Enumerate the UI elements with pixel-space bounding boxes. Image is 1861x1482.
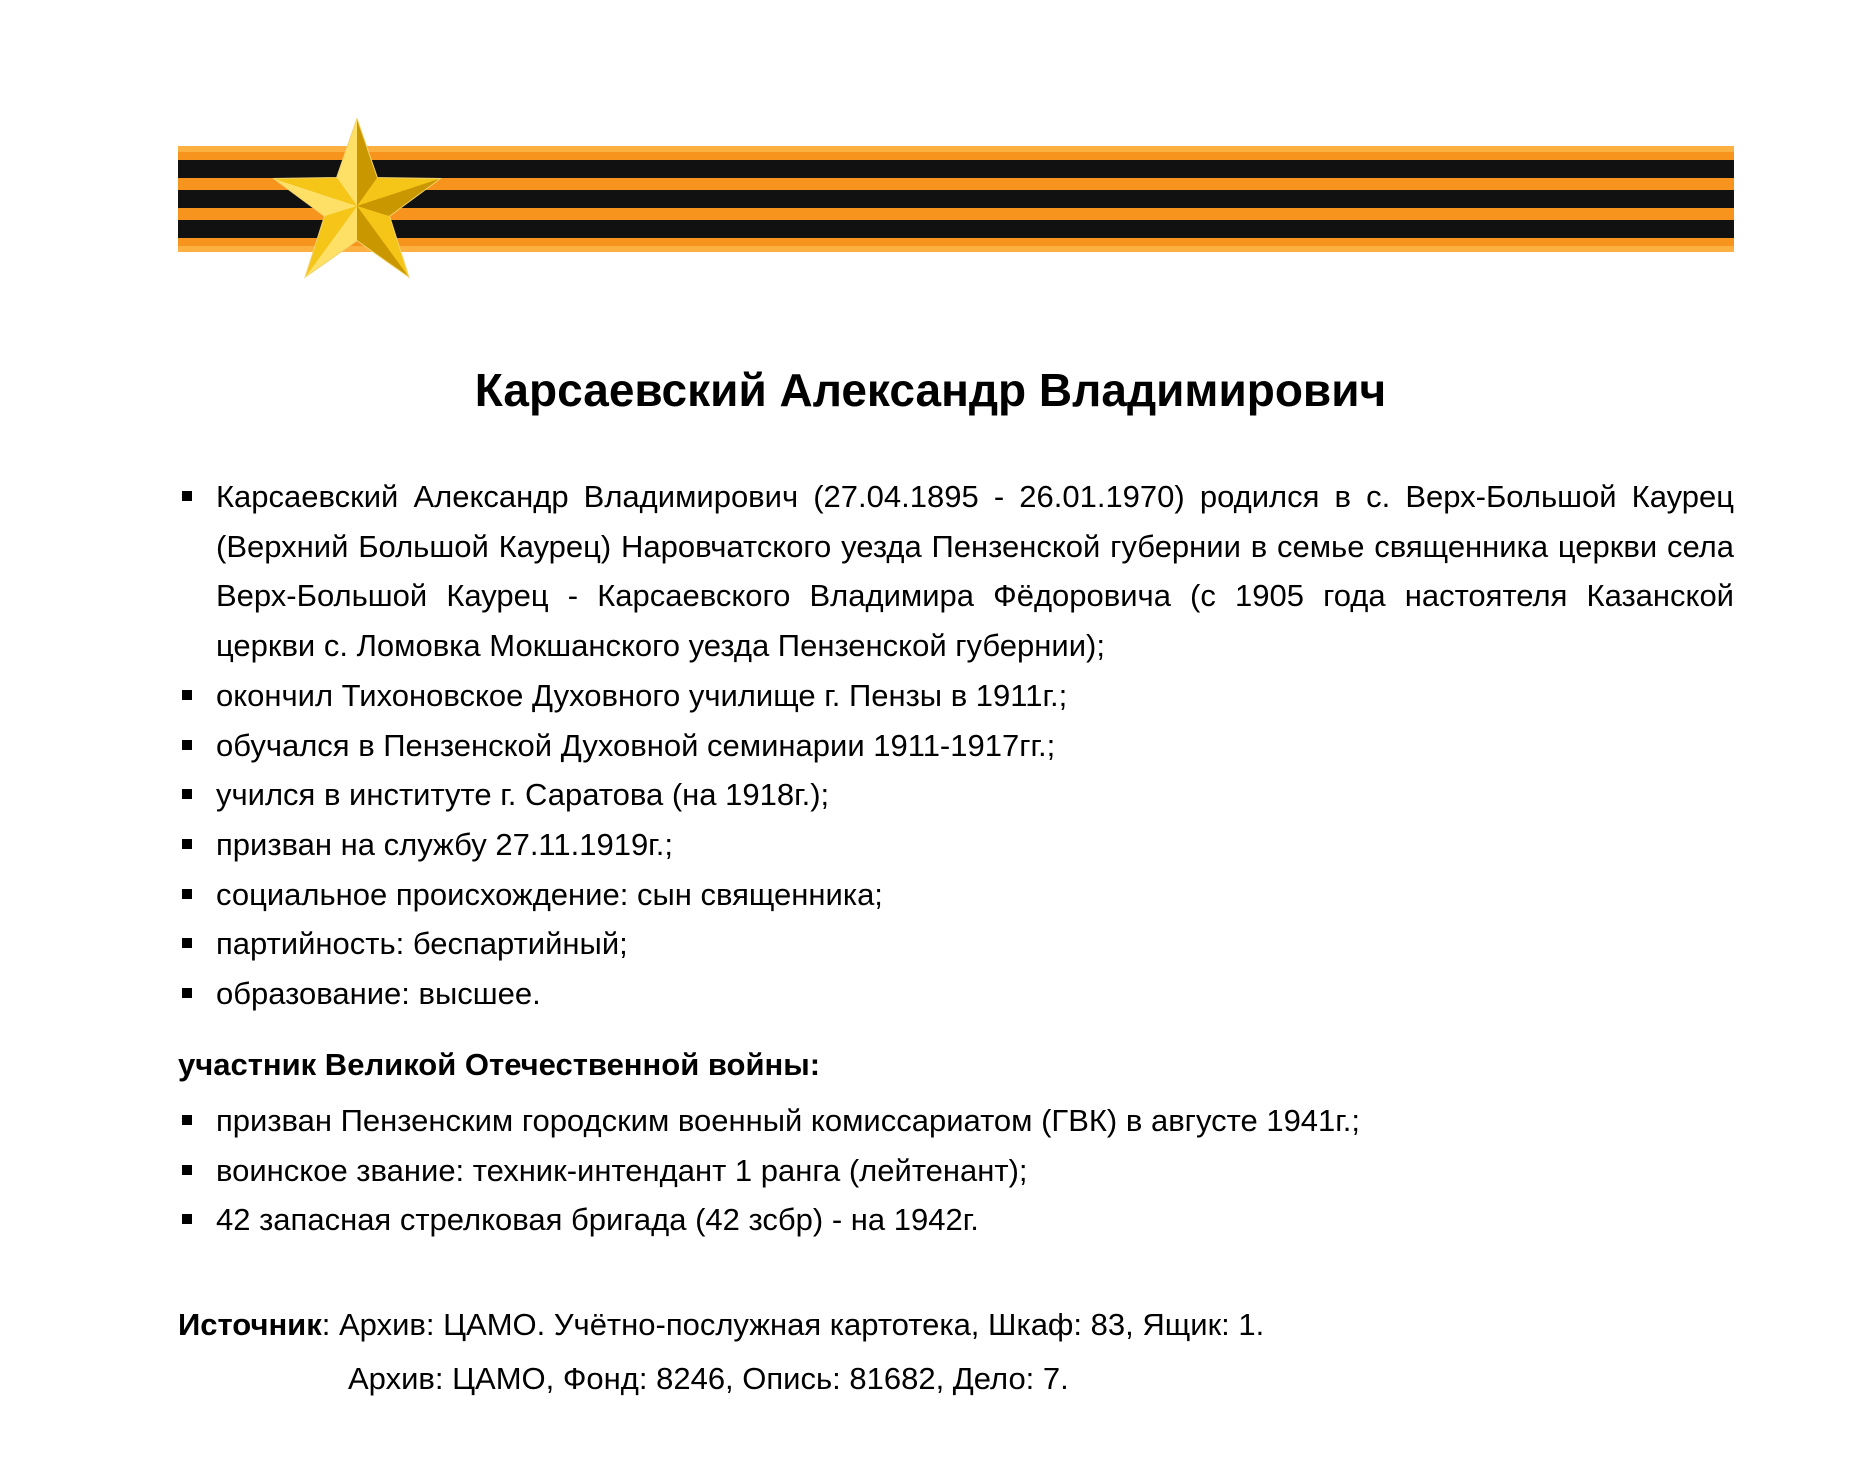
list-item xyxy=(178,1146,1734,1196)
square-bullet-icon xyxy=(182,740,192,750)
list-item-text: Карсаевский Александр Владимирович (27.04.1895 - 26.01.1970) родился в с. Верх-Большой Каурец (Верхний Большой Каурец) Наровчатского уезда Пензенской губернии в семье священника церкви села Верх-Большой Каурец - Карсаевского Владимира Фёдоровича (с 1905 года настоятеля Казанской церкви с. Ломовка Мокшанского уезда Пензенской губернии); xyxy=(216,479,1734,664)
square-bullet-icon xyxy=(182,1115,192,1125)
square-bullet-icon xyxy=(182,789,192,799)
list-item-text: социальное происхождение: сын священника; xyxy=(216,876,883,912)
gold-star-icon xyxy=(268,118,446,284)
list-item xyxy=(178,969,1734,1019)
square-bullet-icon xyxy=(182,1165,192,1175)
list-item-text: 42 запасная стрелковая бригада (42 зсбр) - на 1942г. xyxy=(216,1202,979,1238)
list-item-text: обучался в Пензенской Духовной семинарии 1911-1917гг.; xyxy=(216,727,1056,763)
source-block xyxy=(178,1298,1264,1406)
page-title: Карсаевский Александр Владимирович xyxy=(474,364,1387,416)
square-bullet-icon xyxy=(182,938,192,948)
war-section-heading: участник Великой Отечественной войны: xyxy=(178,1047,821,1082)
list-item xyxy=(178,1195,1734,1245)
square-bullet-icon xyxy=(182,889,192,899)
list-item xyxy=(178,770,1734,820)
list-item-text: воинское звание: техник-интендант 1 ранга (лейтенант); xyxy=(216,1152,1028,1188)
list-item xyxy=(178,870,1734,920)
list-item xyxy=(178,472,1734,671)
list-item xyxy=(178,671,1734,721)
list-item-text: окончил Тихоновское Духовного училище г. Пензы в 1911г.; xyxy=(216,677,1068,713)
list-item-text: партийность: беспартийный; xyxy=(216,926,628,962)
list-item xyxy=(178,820,1734,870)
list-item-text: призван на службу 27.11.1919г.; xyxy=(216,826,673,862)
list-item xyxy=(178,919,1734,969)
square-bullet-icon xyxy=(182,839,192,849)
war-service-list xyxy=(178,1096,1734,1245)
source-label: Источник xyxy=(178,1307,322,1342)
list-item-text: образование: высшее. xyxy=(216,976,541,1012)
square-bullet-icon xyxy=(182,491,192,501)
source-text-2: Архив: ЦАМО, Фонд: 8246, Опись: 81682, Дело: 7. xyxy=(348,1361,1069,1396)
source-line-2 xyxy=(178,1352,1264,1406)
source-separator: : xyxy=(321,1307,339,1342)
square-bullet-icon xyxy=(182,1214,192,1224)
square-bullet-icon xyxy=(182,690,192,700)
biography-list xyxy=(178,472,1734,1019)
source-line-1 xyxy=(178,1298,1264,1352)
square-bullet-icon xyxy=(182,988,192,998)
list-item-text: призван Пензенским городским военный комиссариатом (ГВК) в августе 1941г.; xyxy=(216,1103,1361,1138)
list-item xyxy=(178,1096,1734,1146)
list-item xyxy=(178,721,1734,771)
source-text-1: Архив: ЦАМО. Учётно-послужная картотека, Шкаф: 83, Ящик: 1. xyxy=(339,1307,1265,1342)
list-item-text: учился в институте г. Саратова (на 1918г.); xyxy=(216,777,830,813)
